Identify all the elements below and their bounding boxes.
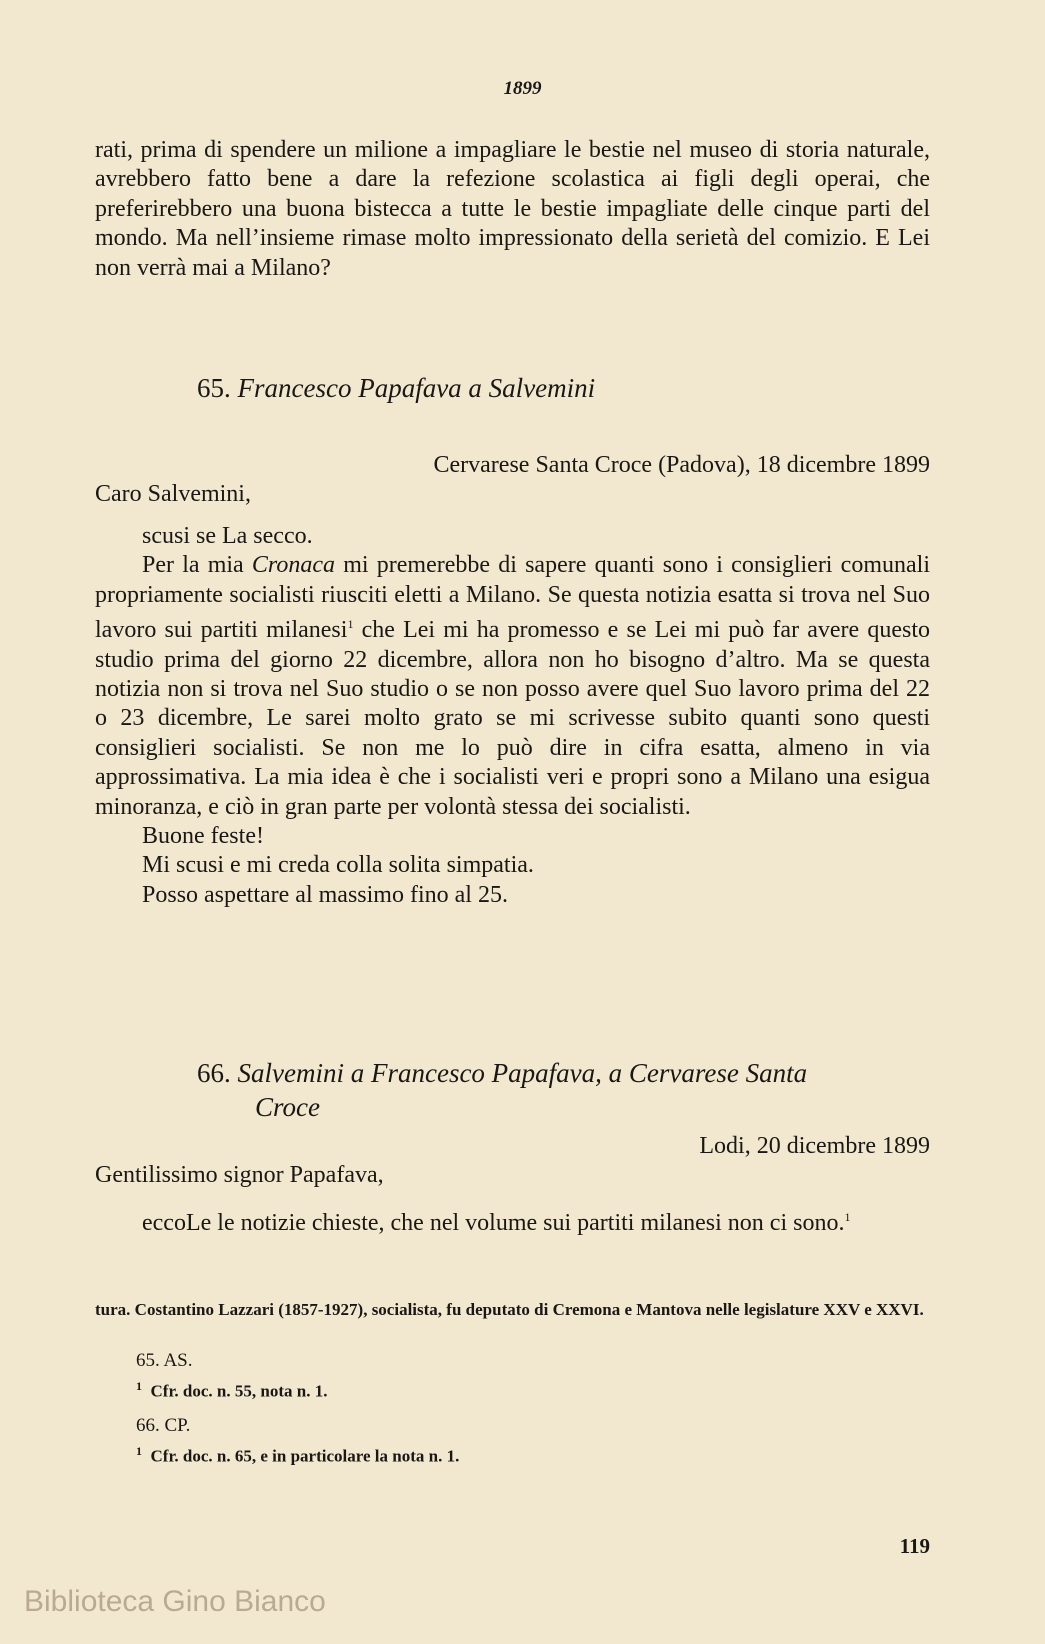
letter-65-place-date: Cervarese Santa Croce (Padova), 18 dicembre 1899	[433, 452, 930, 478]
letter-66-heading	[197, 1056, 932, 1124]
letter-66-title-1: Salvemini a Francesco Papafava, a Cervarese Santa	[237, 1058, 808, 1088]
library-watermark: Biblioteca Gino Bianco	[24, 1585, 326, 1618]
cronaca-title: Cronaca	[251, 552, 336, 579]
footnote-ref: 1	[347, 617, 354, 632]
letter-65-opening: scusi se La secco.	[142, 523, 313, 549]
letter-65-main-paragraph: Per la mia Cronaca mi premerebbe di sapere quanti sono i consiglieri comunali propriamente socialisti riusciti eletti a Milano. Se questa notizia esatta si trova nel Suo lavoro sui partiti milanesi$^1$ che Lei mi ha promesso e se Lei mi può far avere questo studio prima del giorno 22 dicembre, allora non ho bisogno d’altro. Ma se questa notizia non si trova nel Suo studio o se non posso avere quel Suo lavoro prima del 22 o 23 dicembre, Le sarei molto grato se mi scrivesse subito quanti sono questi consiglieri socialisti. Se non me lo può dire in cifra esatta, almeno in via approssimativa. La mia idea è che i socialisti veri e propri sono a Milano una esigua minoranza, e ciò in gran parte per volontà stessa dei socialisti.	[95, 552, 930, 820]
letter-66-body	[95, 1203, 930, 1238]
letter-66-number: 66.	[197, 1058, 231, 1088]
letter-65-number: 65.	[197, 373, 231, 403]
footnote-66-text: $^1$ Cfr. doc. n. 65, e in particolare la nota n. 1.	[136, 1444, 460, 1466]
letter-66-paragraph: eccoLe le notizie chieste, che nel volume sui partiti milanesi non ci sono.$^1$	[142, 1210, 851, 1236]
letter-65-salutation: Caro Salvemini,	[95, 481, 251, 507]
letter-66-title-2: Croce	[255, 1092, 320, 1122]
footnote-65-text: $^1$ Cfr. doc. n. 55, nota n. 1.	[136, 1379, 328, 1401]
letter-65-closing-3: Posso aspettare al massimo fino al 25.	[142, 881, 508, 908]
letter-66-place-date: Lodi, 20 dicembre 1899	[699, 1133, 930, 1159]
page-number: 119	[899, 1534, 930, 1558]
footnote-ref: 1	[844, 1210, 851, 1224]
letter-65-closing-1: Buone feste!	[142, 823, 264, 850]
continuation-paragraph	[95, 136, 930, 283]
footnote-65-label: 65. AS.	[136, 1350, 193, 1371]
footnote-carryover: tura. Costantino Lazzari (1857-1927), socialista, fu deputato di Cremona e Mantova nelle legislature XXV e XXVI.	[95, 1300, 924, 1319]
letter-65-heading	[197, 371, 932, 405]
continuation-text: rati, prima di spendere un milione a impagliare le bestie nel museo di storia naturale, avrebbero fatto bene a dare la refezione scolastica ai figli degli operai, che preferirebbero una buona bistecca a tutte le bestie impagliate delle cinque parti del mondo. Ma nell’insieme rimase molto impressionato della serietà del comizio. E Lei non verrà mai a Milano?	[95, 137, 930, 281]
running-head-year: 1899	[503, 78, 542, 99]
letter-65-body	[95, 522, 930, 910]
letter-65-closing-2: Mi scusi e mi creda colla solita simpatia.	[142, 852, 534, 879]
letter-65-title: Francesco Papafava a Salvemini	[237, 373, 596, 403]
letter-66-salutation: Gentilissimo signor Papafava,	[95, 1162, 384, 1188]
footnote-66-label: 66. CP.	[136, 1415, 191, 1436]
